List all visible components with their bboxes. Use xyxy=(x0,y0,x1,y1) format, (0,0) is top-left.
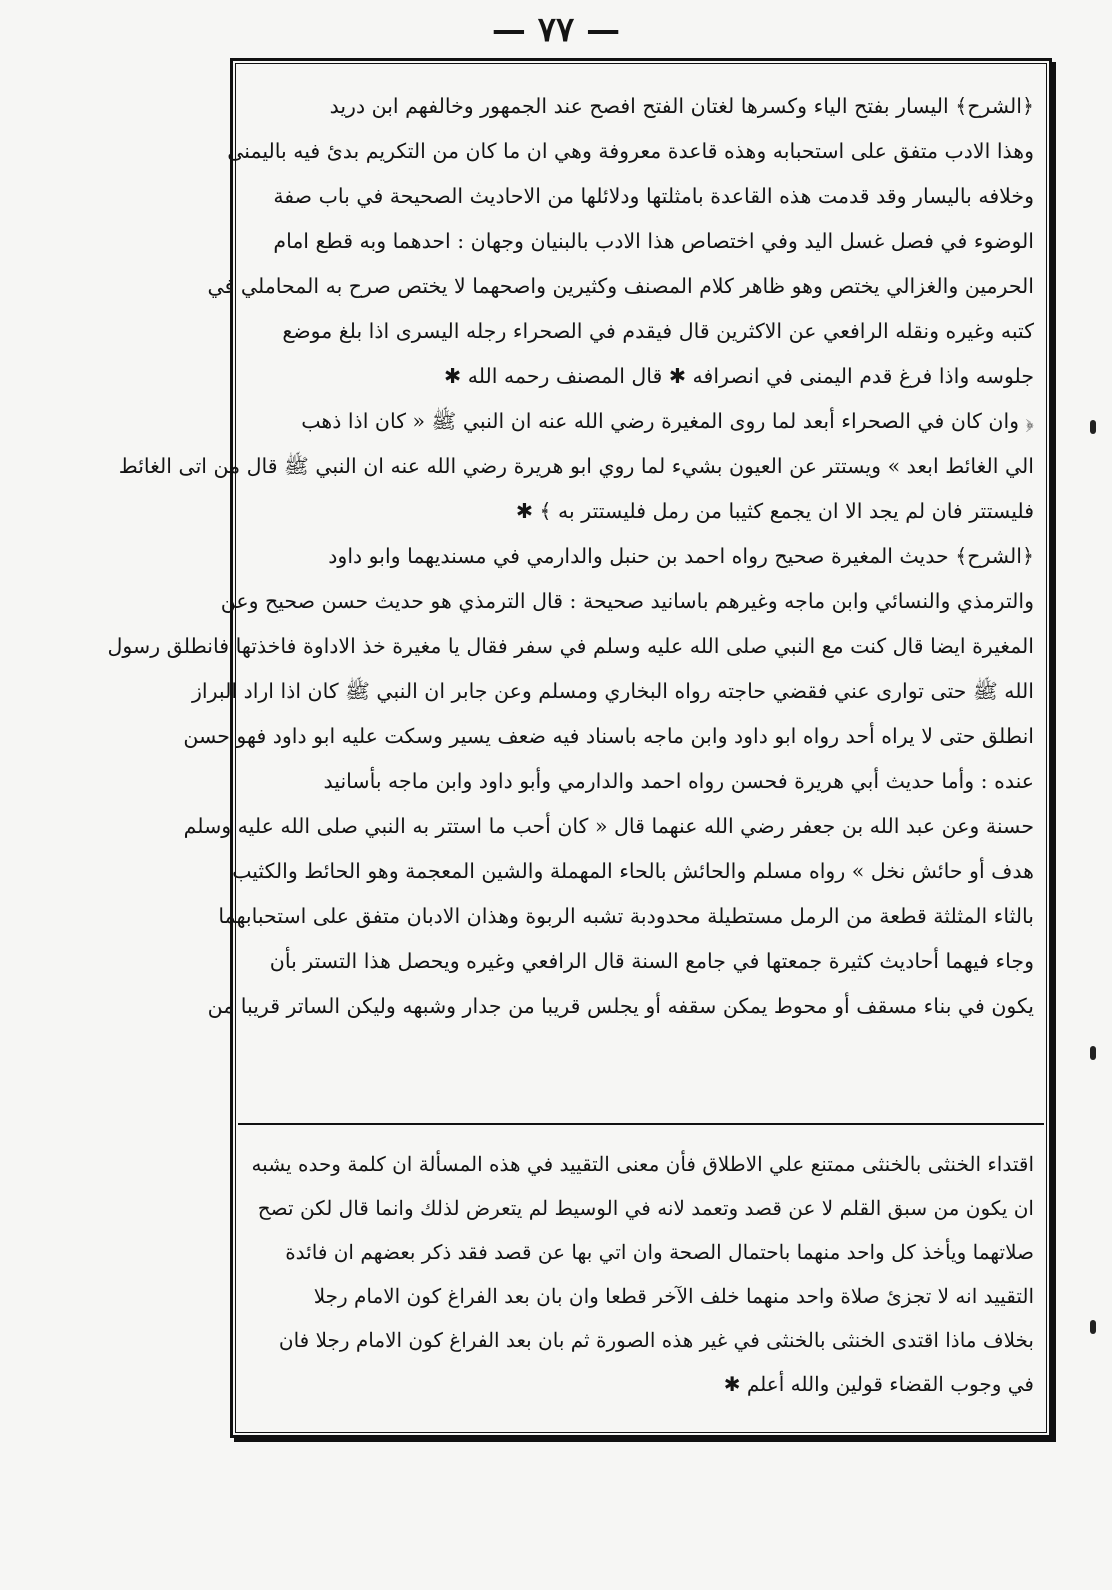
text-line: ﴿الشرح﴾ حديث المغيرة صحيح رواه احمد بن حنبل والدارمي في مسنديهما وابو داود xyxy=(328,544,1034,568)
text-line: وهذا الادب متفق على استحبابه وهذه قاعدة معروفة وهي ان ما كان من التكريم بدئ فيه باليمنى xyxy=(227,139,1034,163)
text-line: ﴿الشرح﴾ اليسار بفتح الياء وكسرها لغتان الفتح افصح عند الجمهور وخالفهم ابن دريد xyxy=(329,94,1034,118)
text-line: والترمذي والنسائي وابن ماجه وغيرهم باسانيد صحيحة : قال الترمذي هو حديث حسن صحيح وعن xyxy=(220,589,1034,613)
footnote-line: صلاتهما ويأخذ كل واحد منهما باحتمال الصحة وان اتي بها عن قصد فقد ذكر بعضهم ان فائدة xyxy=(285,1240,1034,1264)
text-line: جلوسه واذا فرغ قدم اليمنى في انصرافه ✱ قال المصنف رحمه الله ✱ xyxy=(444,364,1034,388)
text-line: كتبه وغيره ونقله الرافعي عن الاكثرين قال فيقدم في الصحراء رجله اليسرى اذا بلغ موضع xyxy=(282,319,1034,343)
text-line: انطلق حتى لا يراه أحد رواه ابو داود وابن ماجه باسناد فيه ضعف يسير وسكت عليه ابو داود فهو حسن xyxy=(183,724,1034,748)
page-number: — ٧٧ — xyxy=(491,10,621,50)
text-line: يكون في بناء مسقف أو محوط يمكن سقفه أو يجلس قريبا من جدار وشبهه وليكن الساتر قريبا من xyxy=(207,994,1034,1018)
footnote-line: ان يكون من سبق القلم لا عن قصد وتعمد لانه في الوسيط لم يتعرض لذلك وانما قال لكن تصح xyxy=(257,1196,1034,1220)
text-line: الحرمين والغزالي يختص وهو ظاهر كلام المصنف وكثيرين واصحهما لا يختص صرح به المحاملي في xyxy=(207,274,1034,298)
footnote-separator xyxy=(238,1123,1044,1125)
footnote-line: في وجوب القضاء قولين والله أعلم ✱ xyxy=(723,1372,1034,1396)
text-line: بالثاء المثلثة قطعة من الرمل مستطيلة محدودبة تشبه الربوة وهذان الادبان متفق على استحبابهما xyxy=(218,904,1034,928)
text-line: فليستتر فان لم يجد الا ان يجمع كثيبا من رمل فليستتر به ﴾ ✱ xyxy=(515,499,1034,523)
text-line: حسنة وعن عبد الله بن جعفر رضي الله عنهما قال « كان أحب ما استتر به النبي صلى الله عليه وسلم xyxy=(183,814,1034,838)
text-line: وجاء فيهما أحاديث كثيرة جمعتها في جامع السنة قال الرافعي وغيره ويحصل هذا التستر بأن xyxy=(269,949,1034,973)
text-line: الله ﷺ حتى توارى عني فقضي حاجته رواه البخاري ومسلم وعن جابر ان النبي ﷺ كان اذا اراد البراز xyxy=(192,679,1034,703)
text-line: ﴿ وان كان في الصحراء أبعد لما روى المغيرة رضي الله عنه ان النبي ﷺ « كان اذا ذهب xyxy=(301,409,1034,433)
margin-mark xyxy=(1090,1320,1096,1334)
text-line: وخلافه باليسار وقد قدمت هذه القاعدة بامثلتها ودلائلها من الاحاديث الصحيحة في باب صفة xyxy=(273,184,1034,208)
text-line: هدف أو حائش نخل » رواه مسلم والحائش بالحاء المهملة والشين المعجمة وهو الحائط والكثيب xyxy=(232,859,1034,883)
footnote-line: التقييد انه لا تجزئ صلاة واحد منهما خلف الآخر قطعا وان بان بعد الفراغ كون الامام رجلا xyxy=(313,1284,1034,1308)
footnote-text xyxy=(244,1142,1034,1406)
margin-mark xyxy=(1090,420,1096,434)
margin-mark xyxy=(1090,1046,1096,1060)
footnote-line: اقتداء الخنثى بالخنثى ممتنع علي الاطلاق فأن معنى التقييد في هذه المسألة ان كلمة وحده يشبه xyxy=(251,1152,1034,1176)
text-line: عنده : وأما حديث أبي هريرة فحسن رواه احمد والدارمي وأبو داود وابن ماجه بأسانيد xyxy=(323,769,1034,793)
text-line: الوضوء في فصل غسل اليد وفي اختصاص هذا الادب بالبنيان وجهان : احدهما وبه قطع امام xyxy=(273,229,1034,253)
footnote-line: بخلاف ماذا اقتدى الخنثى بالخنثى في غير هذه الصورة ثم بان بعد الفراغ كون الامام رجلا فان xyxy=(278,1328,1034,1352)
main-text xyxy=(107,84,1034,1029)
text-line: الي الغائط ابعد » ويستتر عن العيون بشيء لما روي ابو هريرة رضي الله عنه ان النبي ﷺ قال من اتى الغائط xyxy=(118,454,1034,478)
text-line: المغيرة ايضا قال كنت مع النبي صلى الله عليه وسلم في سفر فقال يا مغيرة خذ الاداوة فاخذتها فانطلق رسول xyxy=(107,634,1034,658)
